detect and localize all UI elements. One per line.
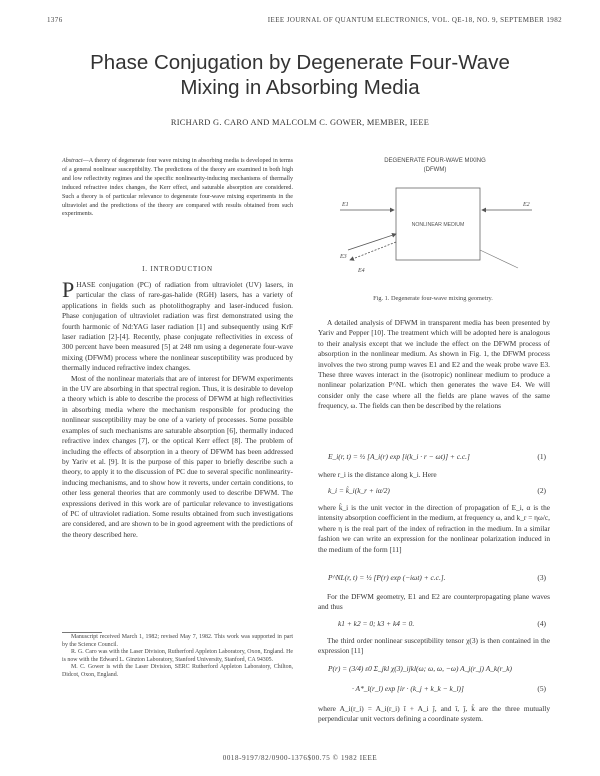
intro-paragraph-1	[62, 277, 293, 374]
page-number: 1376	[47, 16, 63, 24]
footnote-gower: M. C. Gower is with the Laser Division, SERC Rutherford Appleton Laboratory, Chilton, Didcot, Oxon, England.	[62, 664, 293, 678]
footnote-rule	[62, 632, 102, 633]
author-line: RICHARD G. CARO AND MALCOLM C. GOWER, MEMBER, IEEE	[170, 118, 430, 127]
figure-title-2: (DFWM)	[423, 167, 447, 173]
abstract-text: —A theory of degenerate four wave mixing in absorbing media is developed in terms of a general nonlinear susceptibility. The predictions of the theory are examined in both high and low reflectivity regimes and the specific nonlinearity-inducing mechanisms of thermally induced refractive index changes, the Kerr effect, and saturable absorption are considered. Such a theory is of particular relevance to degenerate four-wave mixing experiments in the ultraviolet and the predictions of the theory are compared with results obtained from such experiments.	[62, 158, 293, 218]
label-e4: E4	[358, 268, 365, 274]
abstract	[62, 157, 293, 219]
footnote-received: Manuscript received March 1, 1982; revised May 7, 1982. This work was supported in part by the Science Council.	[62, 634, 293, 648]
running-header: IEEE JOURNAL OF QUANTUM ELECTRONICS, VOL. QE-18, NO. 9, SEPTEMBER 1982	[267, 16, 562, 24]
equation-2-number: (2)	[537, 486, 546, 495]
abstract-lead: Abstract	[62, 158, 83, 164]
label-e3: E3	[340, 254, 347, 260]
right-p1: A detailed analysis of DFWM in transparent media has been presented by Yariv and Pepper [10]. The treatment which will be adopted here is analogous to their analysis except that we include the effect on the DFWM process of absorption in the nonlinear medium. As shown in Fig. 1, the DFWM process involves the two strong pump waves E1 and E2 and the weak probe wave E3. These three waves interact in the (isotropic) nonlinear medium to produce a nonlinear polarization P^NL which then generates the wave E4. We will consider only the case where all the fields are plane waves of the same frequency, ω. The fields can then be described by the relations	[318, 318, 550, 411]
copyright-footer: 0018-9197/82/0900-1376$00.75 © 1982 IEEE	[222, 754, 378, 762]
figure-caption: Fig. 1. Degenerate four-wave mixing geometry.	[373, 295, 493, 302]
left-column	[62, 277, 293, 540]
equation-3-body: P^NL(r, t) = ½ [P(r) exp (−iωt) + c.c.].	[328, 573, 446, 582]
conjugate-wave-e4	[350, 242, 396, 260]
figure-dfwm-geometry	[318, 150, 548, 300]
right-paragraph-6	[318, 704, 550, 725]
title-line-1: Phase Conjugation by Degenerate Four-Wave	[90, 51, 510, 74]
right-paragraph-2	[318, 470, 550, 480]
equation-5-line-1: P(r) = (3/4) ε0 Σ_jkl χ(3)_ijkl(ω; ω, ω, −ω) A_j(r_j) A_k(r_k)	[328, 664, 512, 673]
equation-4-number: (4)	[537, 619, 546, 628]
label-e2: E2	[523, 202, 530, 208]
equation-5-line-2: · A*_l(r_l) exp [ir · (k_j + k_k − k_l)]	[352, 684, 464, 693]
right-p5: The third order nonlinear susceptibility tensor χ(3) is then contained in the expression [11]	[318, 636, 550, 656]
right-p3: where k̂_i is the unit vector in the direction of propagation of E_i, α is the intensity absorption coefficient in the medium, at frequency ω, and k_r = ηω/c, where η is the real part of the index of refraction in the medium. In a similar fashion we can write an expression for the nonlinear polarization induced in the medium of the form [11]	[318, 503, 550, 554]
title-line-2: Mixing in Absorbing Media	[180, 76, 420, 99]
right-paragraph-3	[318, 503, 550, 555]
footnotes	[62, 634, 293, 680]
transmitted-probe	[480, 250, 518, 268]
equation-3-number: (3)	[537, 573, 546, 582]
figure-title-1: DEGENERATE FOUR-WAVE MIXING	[384, 158, 486, 164]
right-p6: where A_i(r_i) = A_i(r_i) î + A_i ĵ, and î, ĵ, k̂ are the three mutually perpendicular unit vectors defining a coordinate system.	[318, 704, 550, 724]
right-paragraph-1	[318, 318, 550, 412]
footnote-caro: R. G. Caro was with the Laser Division, Rutherford Appleton Laboratory, Oxon, England. He is now with the Edward L. Ginzton Laboratory, Stanford University, Stanford, CA 94305.	[62, 649, 293, 663]
drop-cap: P	[62, 277, 75, 302]
label-e1: E1	[342, 202, 349, 208]
right-p2: where r_i is the distance along k_i. Here	[318, 470, 437, 479]
medium-label: NONLINEAR MEDIUM	[411, 222, 465, 228]
right-paragraph-4	[318, 592, 550, 613]
equation-2-body: k_i = k̂_i(k_r + iα/2)	[328, 486, 390, 495]
equation-1-body: E_i(r, t) = ½ [A_i(r) exp [i(k_i · r − ωt)] + c.c.]	[328, 452, 470, 461]
section-heading: I. INTRODUCTION	[142, 265, 213, 273]
equation-4-body: k1 + k2 = 0; k3 + k4 = 0.	[338, 619, 415, 628]
equation-5-number: (5)	[537, 684, 546, 693]
probe-wave-e3	[348, 234, 396, 250]
intro-paragraph-2: Most of the nonlinear materials that are of interest for DFWM experiments in the UV are absorbing in that spectral region. Thus, it is desirable to develop a theory which is able to describe the process of DFWM at high reflectivities in absorbing media where the mechanism responsible for producing the nonlinear susceptibility may be one of a variety of processes. Some possible examples of such mechanisms are saturable absorption [6], thermally induced refractive index changes [7], or the optical Kerr effect [8]. The problem of including the effects of absorption in a theory of DFWM has been addressed by Yariv et al. [9]. It is the purpose of this paper to briefly describe such a theory, to apply it to the discussion of PC due to several specific nonlinearity-inducing mechanisms, and to show how it reverts, under certain conditions, to other less general theories that are commonly used to describe DFWM. The expressions derived in this work are of particular relevance to investigations of PC of ultraviolet radiation. Some results obtained from such investigations are considered, and are shown to be in good agreement with the predictions of the theory described here.	[62, 373, 293, 539]
paper-title	[40, 50, 560, 100]
equation-1-number: (1)	[537, 452, 546, 461]
right-p4: For the DFWM geometry, E1 and E2 are counterpropagating plane waves and thus	[318, 592, 550, 612]
intro-p1-text: HASE conjugation (PC) of radiation from ultraviolet (UV) lasers, in particular the class of rare-gas-halide (RGH) lasers, has a variety of applications in fields such as photolithography and laser-induced fusion. Phase conjugation of ultraviolet radiation was first demonstrated using the fourth harmonic of Nd:YAG laser radiation [1] and subsequently using KrF laser radiation [2]-[4]. Recently, phase conjugate reflectivities in excess of 300 percent have been measured [5] at 248 nm using a degenerate four-wave mixing (DFWM) process where the nonlinear susceptibility was produced by thermally induced refractive index changes.	[62, 280, 293, 373]
right-paragraph-5	[318, 636, 550, 657]
